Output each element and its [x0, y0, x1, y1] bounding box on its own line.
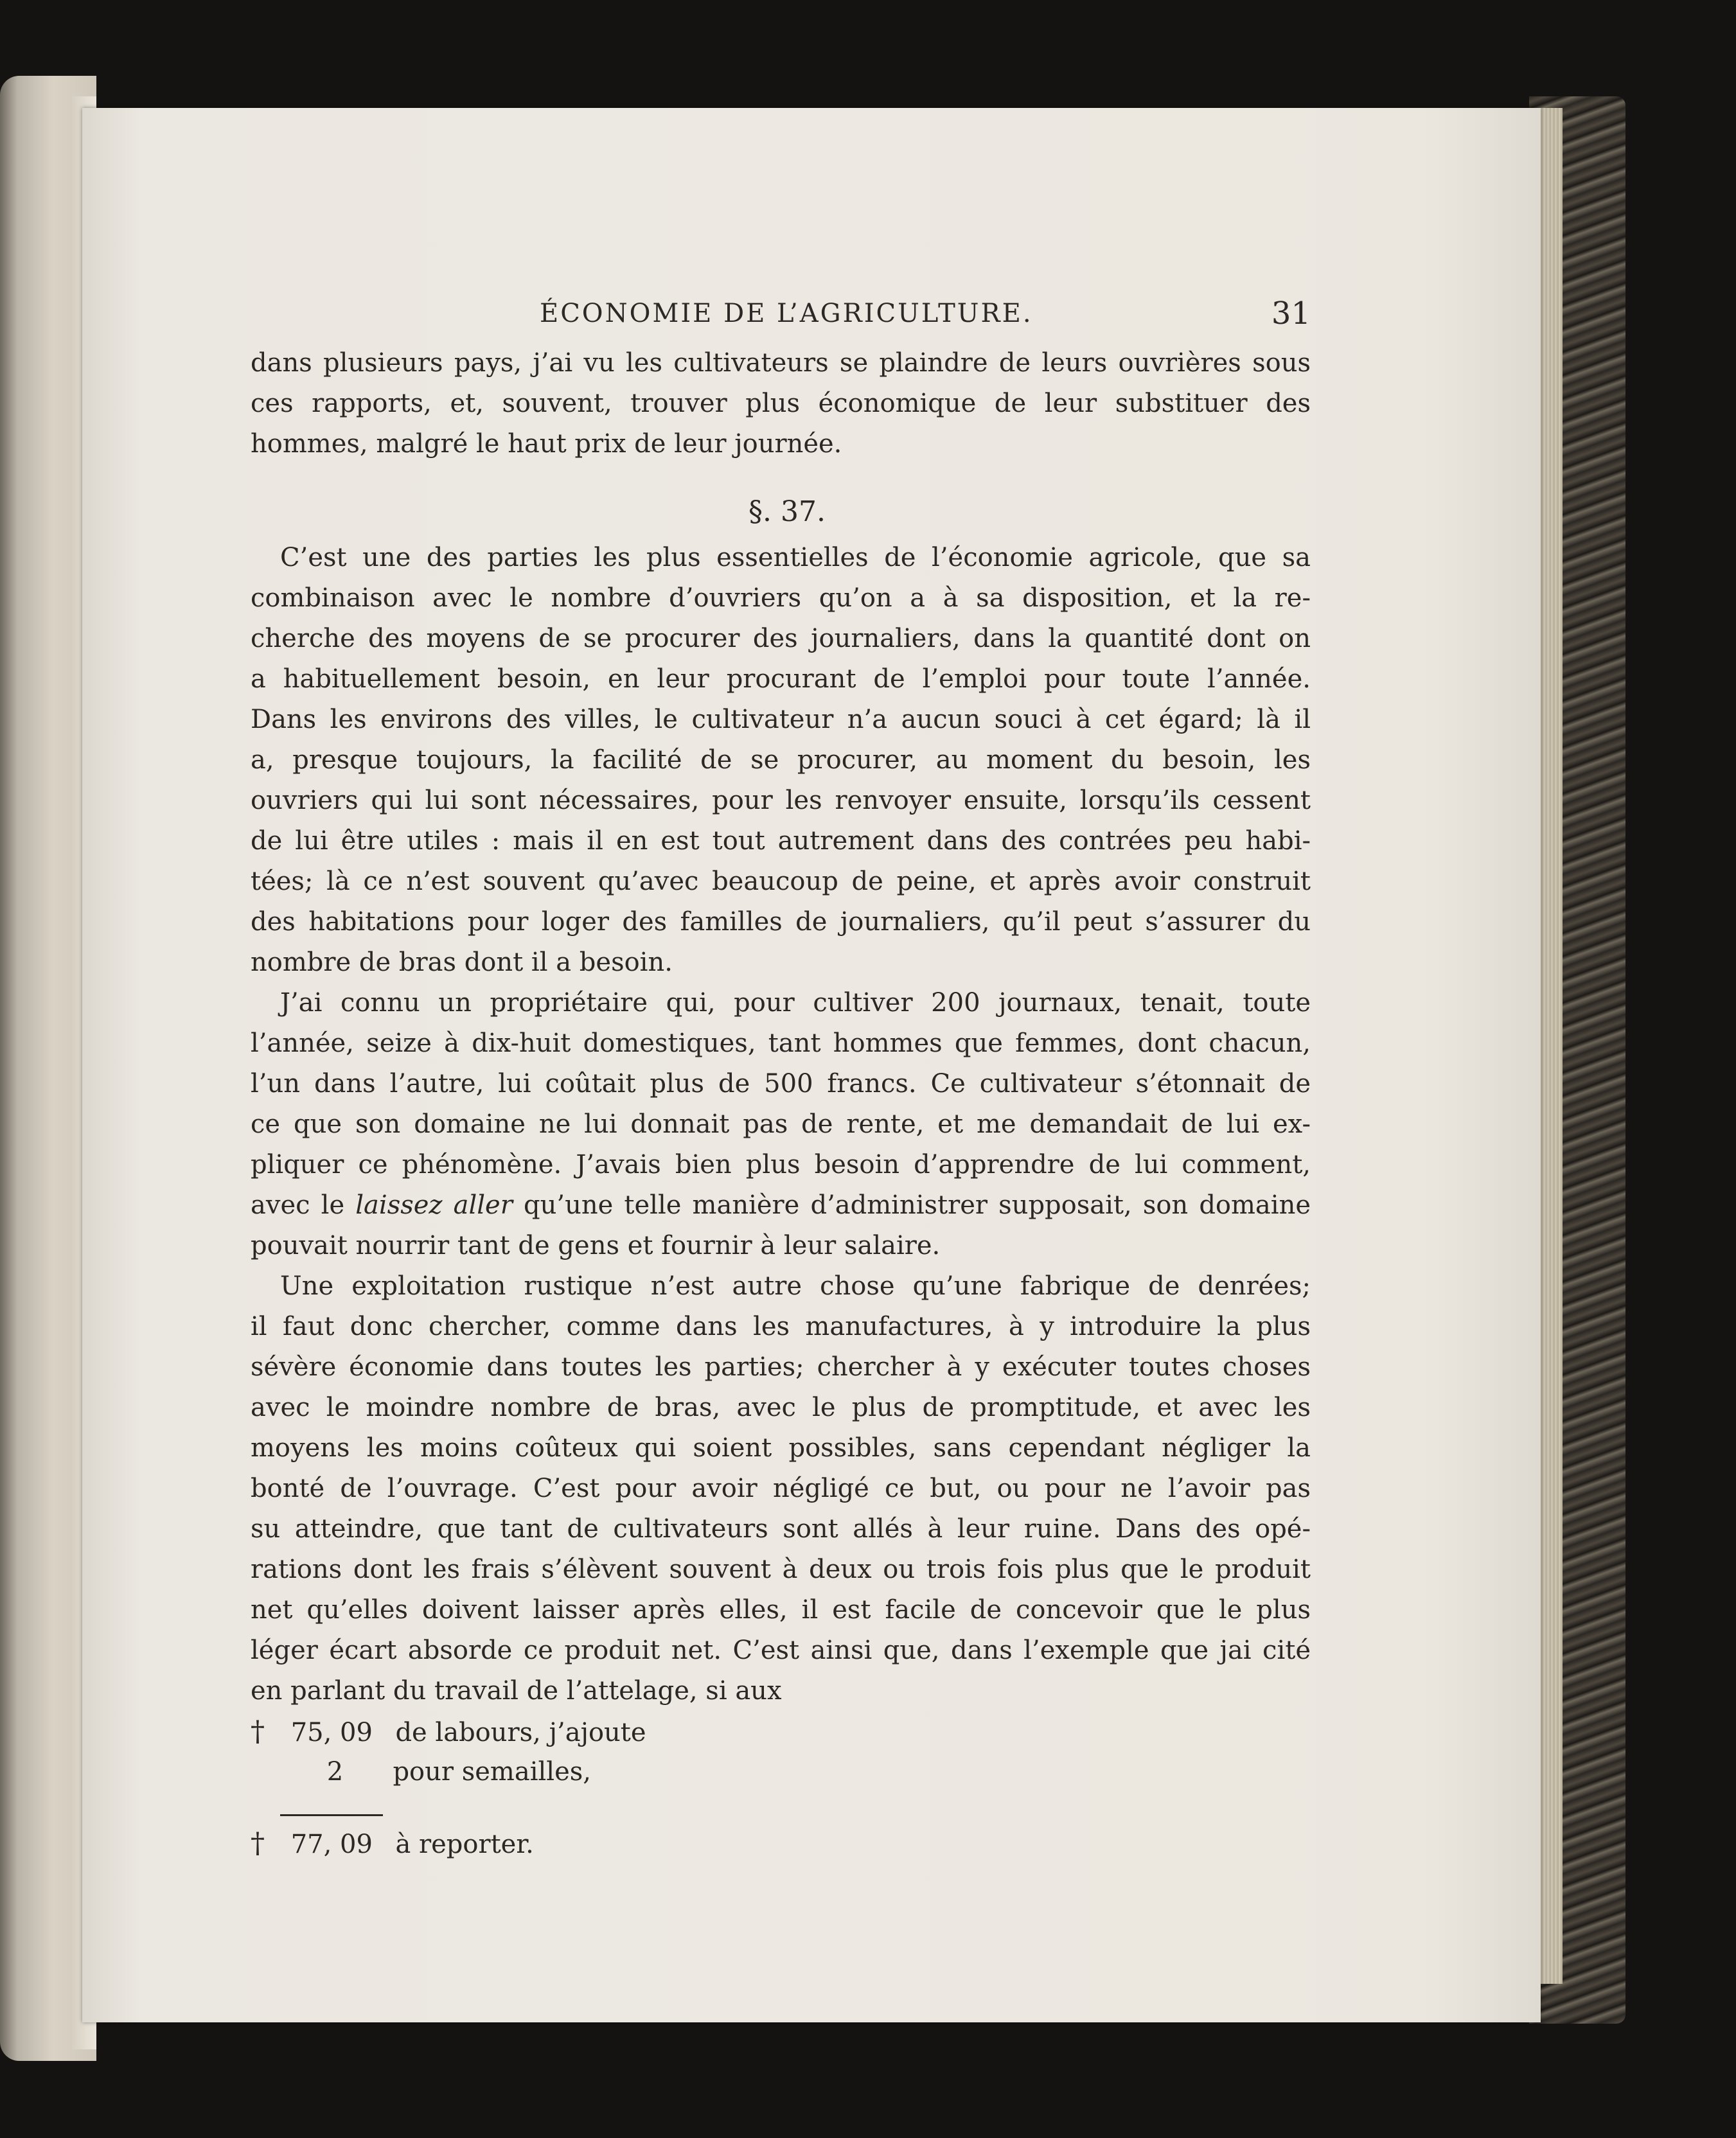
text-line: cherche des moyens de se procurer des journaliers, dans la quantité dont on: [251, 624, 1311, 653]
paragraph: [251, 1266, 1311, 1711]
text-line: bonté de l’ouvrage. C’est pour avoir négligé ce but, ou pour ne l’avoir pas: [251, 1474, 1311, 1503]
text-line: ouvriers qui lui sont nécessaires, pour les renvoyer ensuite, lorsqu’ils cessent: [251, 786, 1311, 815]
text-line: Dans les environs des villes, le cultivateur n’a aucun souci à cet égard; là il: [251, 705, 1311, 734]
calculation-row: [251, 1823, 534, 1864]
calculation-amount: 75, 09: [290, 1718, 373, 1747]
calculation-row: [251, 1711, 646, 1752]
running-title: ÉCONOMIE DE L’AGRICULTURE.: [540, 299, 1033, 328]
text-line: en parlant du travail de l’attelage, si aux: [251, 1676, 782, 1706]
dagger-symbol: †: [251, 1827, 265, 1860]
text-line: nombre de bras dont il a besoin.: [251, 948, 673, 977]
text-line: ce que son domaine ne lui donnait pas de rente, et me demandait de lui ex-: [251, 1109, 1311, 1139]
calculation-block: [251, 1711, 1311, 1872]
text-line: l’un dans l’autre, lui coûtait plus de 500 francs. Ce cultivateur s’étonnait de: [251, 1069, 1311, 1099]
text-line: a habituellement besoin, en leur procurant de l’emploi pour toute l’année.: [251, 664, 1311, 694]
text-line: hommes, malgré le haut prix de leur journée.: [251, 429, 842, 459]
text-line-with-italic: [251, 1185, 1311, 1226]
running-head: [251, 294, 1311, 333]
text-line: léger écart absorde ce produit net. C’est ainsi que, dans l’exemple que jai cité: [251, 1636, 1311, 1665]
text-line: ces rapports, et, souvent, trouver plus économique de leur substituer des: [251, 389, 1311, 418]
text-line: moyens les moins coûteux qui soient possibles, sans cependant négliger la: [251, 1433, 1311, 1463]
text-line: de lui être utiles : mais il en est tout autrement dans des contrées peu habi-: [251, 826, 1311, 856]
text-line: avec le moindre nombre de bras, avec le plus de promptitude, et avec les: [251, 1393, 1311, 1422]
spacer: [251, 464, 1311, 486]
calculation-amount: 77, 09: [290, 1830, 373, 1859]
text-line: Une exploitation rustique n’est autre chose qu’une fabrique de denrées;: [280, 1271, 1311, 1301]
text-line: il faut donc chercher, comme dans les manufactures, à y introduire la plus: [251, 1312, 1311, 1341]
paragraph: [251, 538, 1311, 983]
page-body: [251, 343, 1311, 1872]
paragraph: [251, 983, 1311, 1266]
dagger-symbol: †: [251, 1715, 265, 1748]
sum-rule: [280, 1814, 383, 1816]
text-line: tées; là ce n’est souvent qu’avec beaucoup de peine, et après avoir construit: [251, 867, 1311, 896]
text-line: rations dont les frais s’élèvent souvent à deux ou trois fois plus que le produit: [251, 1555, 1311, 1584]
page-number: 31: [1271, 296, 1311, 331]
text-line: sévère économie dans toutes les parties; chercher à y exécuter toutes choses: [251, 1352, 1311, 1382]
text-segment: avec le: [251, 1190, 345, 1220]
calculation-label: à reporter.: [395, 1830, 534, 1859]
text-line: net qu’elles doivent laisser après elles, il est facile de concevoir que le plus: [251, 1595, 1311, 1625]
text-line: pouvait nourrir tant de gens et fournir à leur salaire.: [251, 1231, 941, 1260]
text-line: C’est une des parties les plus essentielles de l’économie agricole, que sa: [280, 543, 1311, 572]
calculation-label: de labours, j’ajoute: [395, 1718, 646, 1747]
italic-phrase: laissez aller: [355, 1190, 513, 1220]
calculation-label: pour semailles,: [393, 1757, 591, 1787]
calculation-row: [251, 1752, 591, 1792]
section-mark: §. 37.: [748, 495, 826, 528]
text-line: des habitations pour loger des familles de journaliers, qu’il peut s’assurer du: [251, 907, 1311, 937]
text-segment: qu’une telle manière d’administrer supposait, son domaine: [524, 1190, 1311, 1220]
text-line: dans plusieurs pays, j’ai vu les cultivateurs se plaindre de leurs ouvrières sous: [251, 348, 1311, 378]
text-line: su atteindre, que tant de cultivateurs sont allés à leur ruine. Dans des opé-: [251, 1514, 1311, 1544]
calculation-amount: 2: [326, 1757, 344, 1787]
paragraph-continued: [251, 343, 1311, 464]
text-line: l’année, seize à dix-huit domestiques, tant hommes que femmes, dont chacun,: [251, 1029, 1311, 1058]
text-line: a, presque toujours, la facilité de se procurer, au moment du besoin, les: [251, 745, 1311, 775]
text-line: J’ai connu un propriétaire qui, pour cultiver 200 journaux, tenait, toute: [280, 988, 1311, 1018]
text-line: pliquer ce phénomène. J’avais bien plus besoin d’apprendre de lui comment,: [251, 1150, 1311, 1179]
text-line: combinaison avec le nombre d’ouvriers qu’on a à sa disposition, et la re-: [251, 583, 1311, 613]
